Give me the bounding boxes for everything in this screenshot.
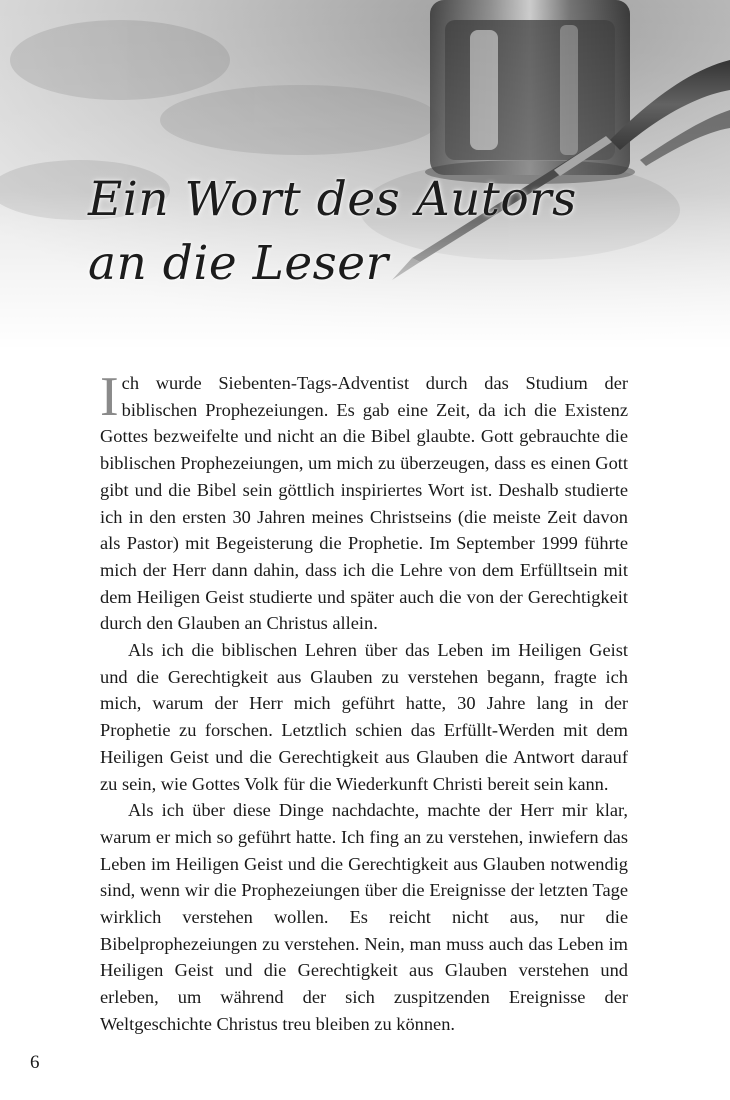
paragraph-1 (100, 366, 628, 637)
chapter-title-line-2: an die Leser (88, 236, 389, 291)
chapter-title-line-1: Ein Wort des Autors (88, 172, 577, 227)
drop-cap: I (100, 366, 119, 428)
page-number: 6 (30, 1052, 40, 1073)
paragraph-1-text: ch wurde Siebenten-Tags-Adventist durch das Studium der biblischen Prophezeiungen. Es gab eine Zeit, da ich die Existenz Gottes bezweifelte und nicht an die Bibel glaubte. Gott gebrauchte die biblischen Prophezeiungen, um mich zu überzeugen, dass es einen Gott gibt und die Bibel sein göttlich inspiriertes Wort ist. Deshalb studierte ich in den ersten 30 Jahren meines Christseins (die meiste Zeit davon als Pastor) mit Begeisterung die Prophetie. Im September 1999 führte mich der Herr dann dahin, dass ich die Lehre von dem Erfülltsein mit dem Heiligen Geist studierte und später auch die von der Gerechtigkeit durch den Glauben an Christus allein. (100, 373, 628, 634)
paragraph-3: Als ich über diese Dinge nachdachte, machte der Herr mir klar, warum er mich so geführt hatte. Ich fing an zu verstehen, inwiefern das Leben im Heiligen Geist und die Gerechtigkeit aus Glauben notwendig sind, wenn wir die Prophezeiungen über die Ereignisse der letzten Tage wirklich verstehen wollen. Es reicht nicht aus, nur die Bibelprophezeiungen zu verstehen. Nein, man muss auch das Leben im Heiligen Geist und die Gerechtigkeit aus Glauben verstehen und erleben, um während der sich zuspitzenden Ereignisse der Weltgeschichte Christus treu bleiben zu können. (100, 800, 628, 1034)
chapter-title (88, 168, 577, 296)
body-text (100, 366, 628, 1038)
paragraph-2: Als ich die biblischen Lehren über das Leben im Heiligen Geist und die Gerechtigkeit aus Glauben zu verstehen begann, fragte ich mich, warum der Herr mich geführt hatte, 30 Jahre lang in der Prophetie zu forschen. Letztlich schien das Erfüllt-Werden mit dem Heiligen Geist und die Gerechtigkeit aus Glauben die Antwort darauf zu sein, wie Gottes Volk für die Wiederkunft Christi bereit sein kann. (100, 640, 628, 794)
